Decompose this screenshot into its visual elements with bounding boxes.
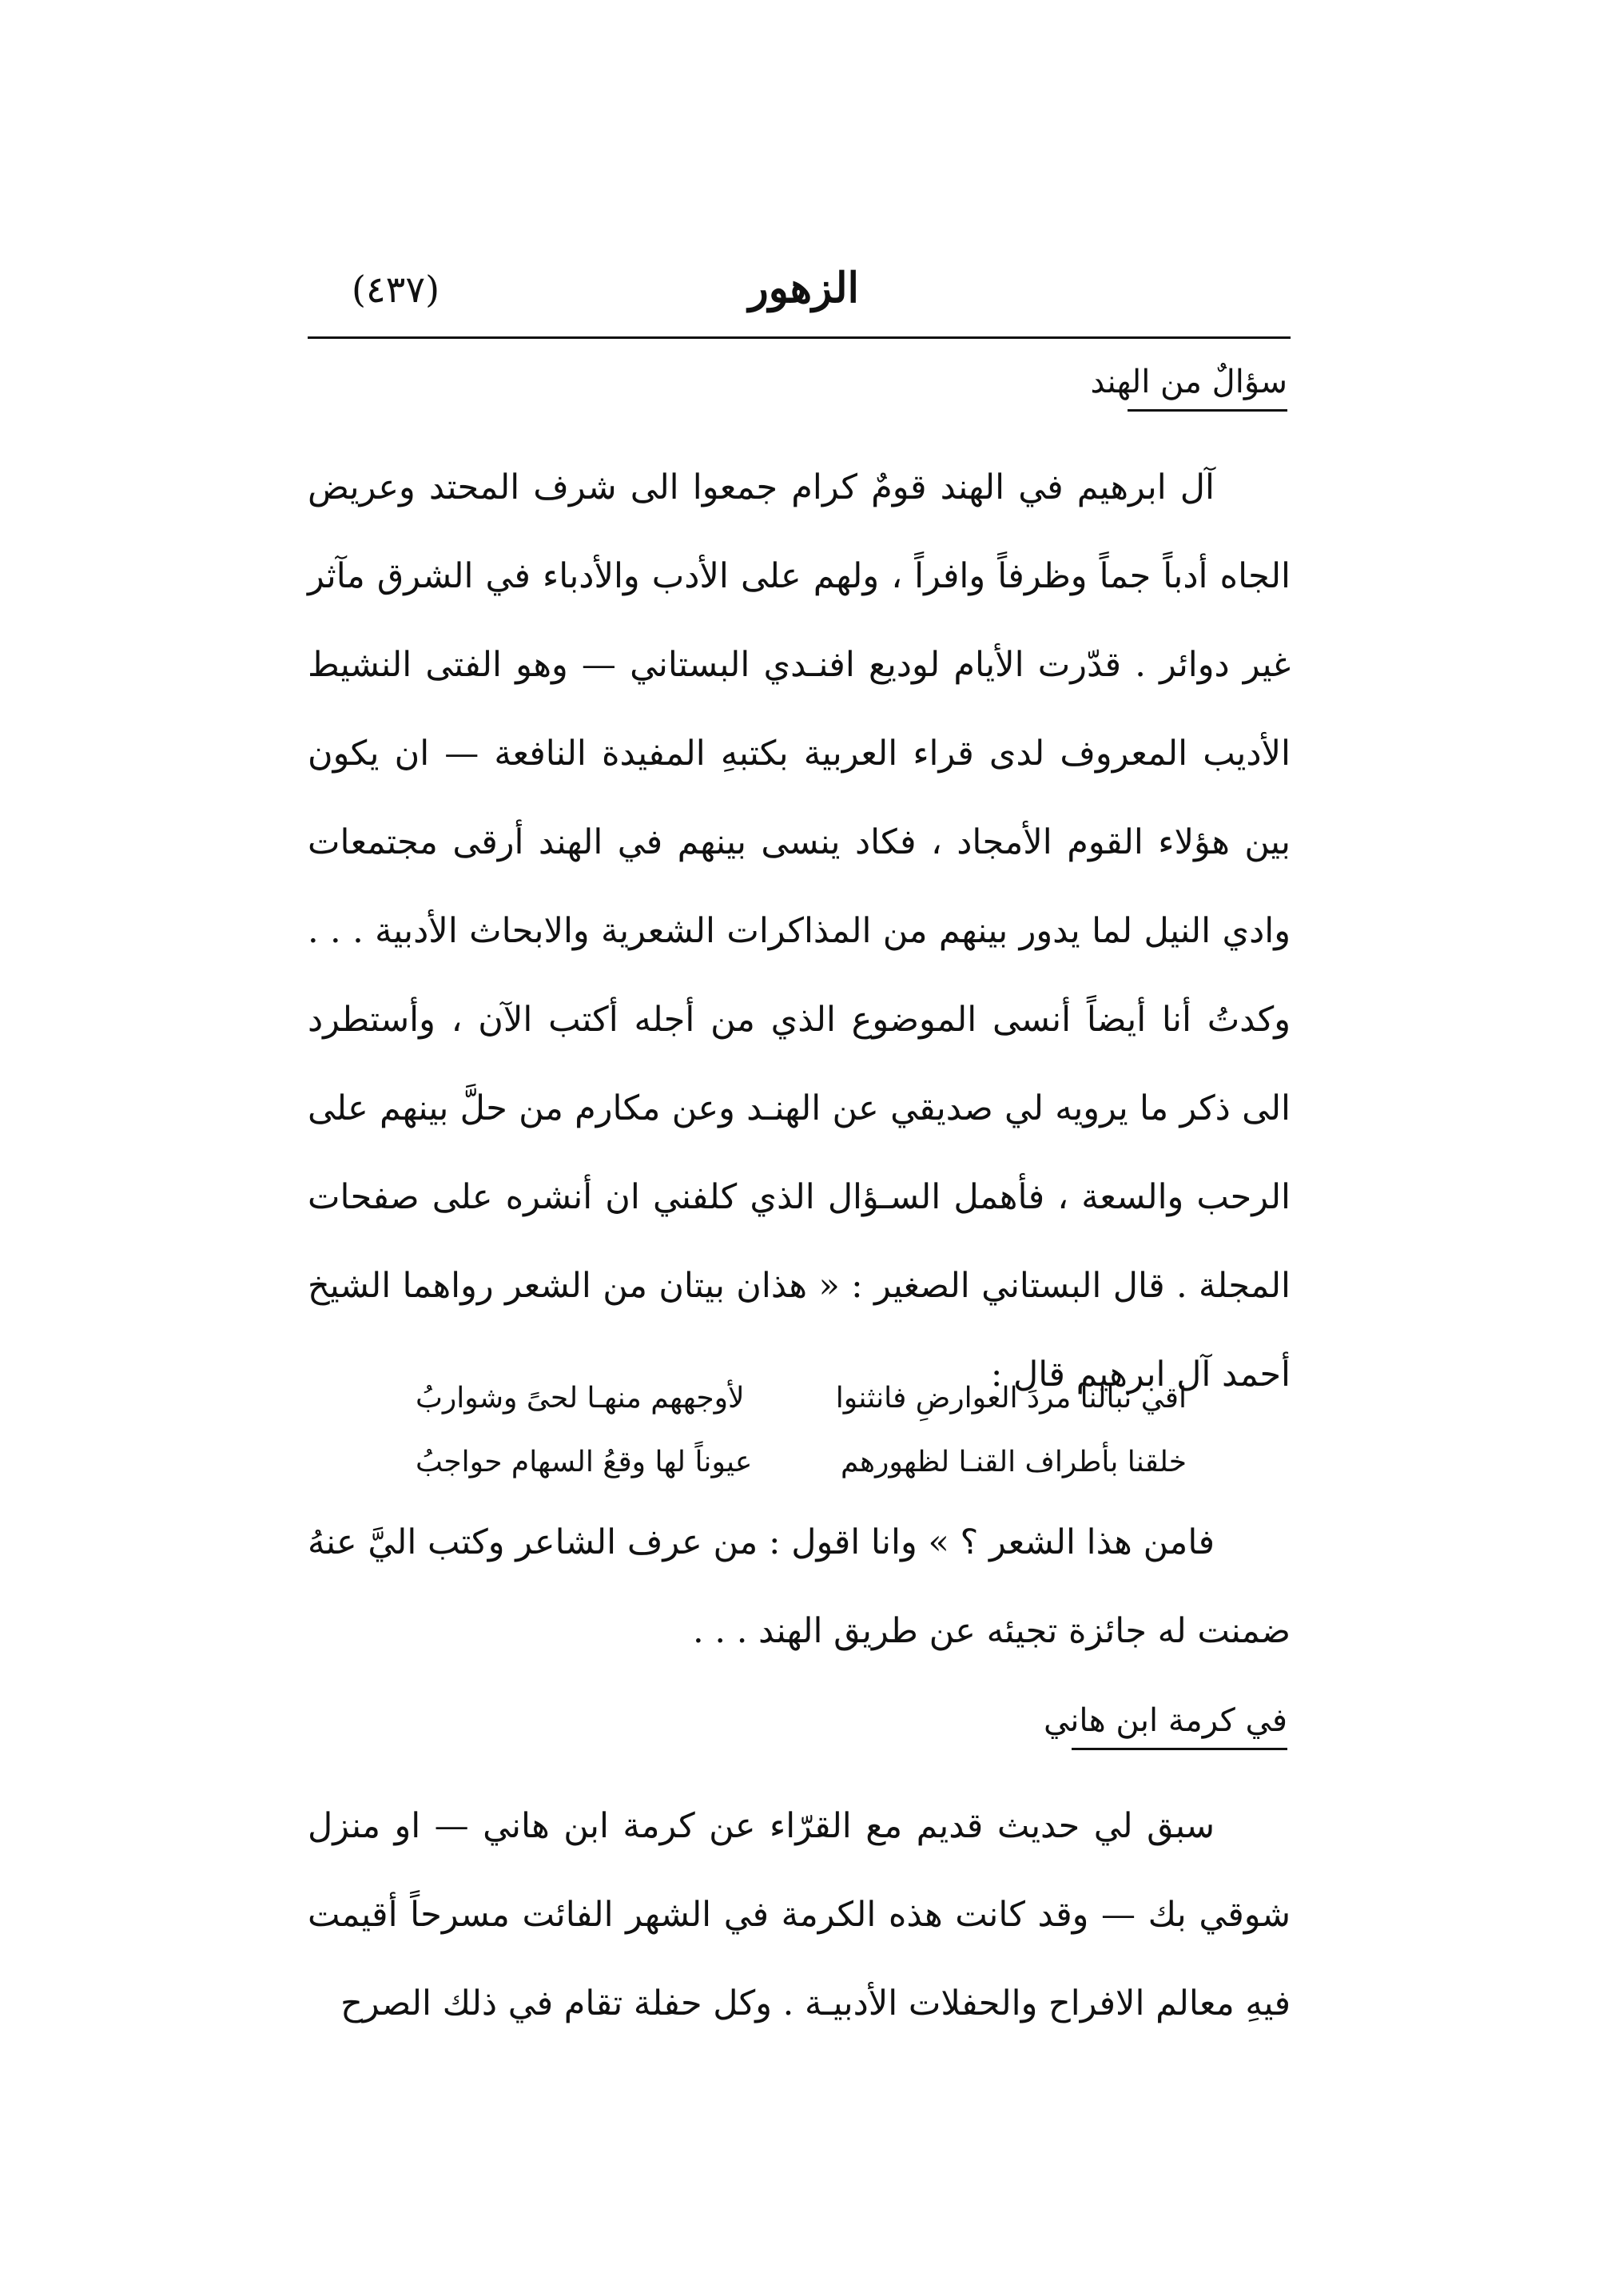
section-closing-question-from-india [308,1498,1291,1676]
verse-second-hemistich: عيوناً لها وقعُ السهام حواجبُ [416,1446,753,1478]
heading-underline [1072,1748,1287,1750]
running-head [308,264,1291,328]
verse-line [416,1431,1187,1494]
verse-second-hemistich: لأوجههم منهـا لحىً وشواربُ [416,1382,745,1415]
section-heading-ibn-hani-vineyard [1044,1702,1287,1739]
section-body-question-from-india [308,444,1291,1419]
section-body-ibn-hani-vineyard [308,1782,1291,2048]
heading-underline [1128,409,1287,412]
verse-first-hemistich: خلقنا بأطراف القنـا لظهورهم [841,1446,1187,1478]
section-heading-question-from-india [1091,364,1287,400]
poem-verses [416,1367,1187,1494]
header-rule [308,336,1291,339]
paragraph: آل ابرهيم في الهند قومٌ كرام جمعوا الى شرف المحتد وعريض الجاه أدباً جماً وظرفاً وافراً ، ولهم على الأدب والأدباء في الشرق مآثر غير دوائر . قدّرت الأيام لوديع افنـدي البستاني — وهو الفتى النشيط الأديب المعروف لدى قراء العربية بكتبهِ المفيدة النافعة — ان يكون بين هؤلاء القوم الأمجاد ، فكاد ينسى بينهم في الهند أرقى مجتمعات وادي النيل لما يدور بينهم من المذاكرات الشعرية والابحاث الأدبية . . . وكدتُ أنا أيضاً أنسى الموضوع الذي من أجله أكتب الآن ، وأستطرد الى ذكر ما يرويه لي صديقي عن الهنـد وعن مكارم من حلَّ بينهم على الرحب والسعة ، فأهمل السـؤال الذي كلفني ان أنشره على صفحات المجلة . قال البستاني الصغير : « هذان بيتان من الشعر رواهما الشيخ أحمد آل ابرهيم قال : [308,468,1291,1395]
page-number: (٤٣٧) [352,268,440,311]
verse-line [416,1367,1187,1431]
verse-first-hemistich: اقي نبالنا مردَ العوارضِ فانثنوا [835,1382,1187,1415]
section-heading-text: سؤالٌ من الهند [1090,364,1287,400]
section-heading-text: في كرمة ابن هاني [1043,1702,1287,1739]
paragraph: فامن هذا الشعر ؟ » وانا اقول : من عرف الشاعر وكتب اليَّ عنهُ ضمنت له جائزة تجيئه عن طريق الهند . . . [308,1522,1291,1651]
running-title: الزهور [748,264,859,312]
paragraph: سبق لي حديث قديم مع القرّاء عن كرمة ابن هاني — او منزل شوقي بك — وقد كانت هذه الكرمة في الشهر الفائت مسرحاً أقيمت فيهِ معالم الافراح والحفلات الأدبيـة . وكل حفلة تقام في ذلك الصرح [308,1806,1291,2023]
